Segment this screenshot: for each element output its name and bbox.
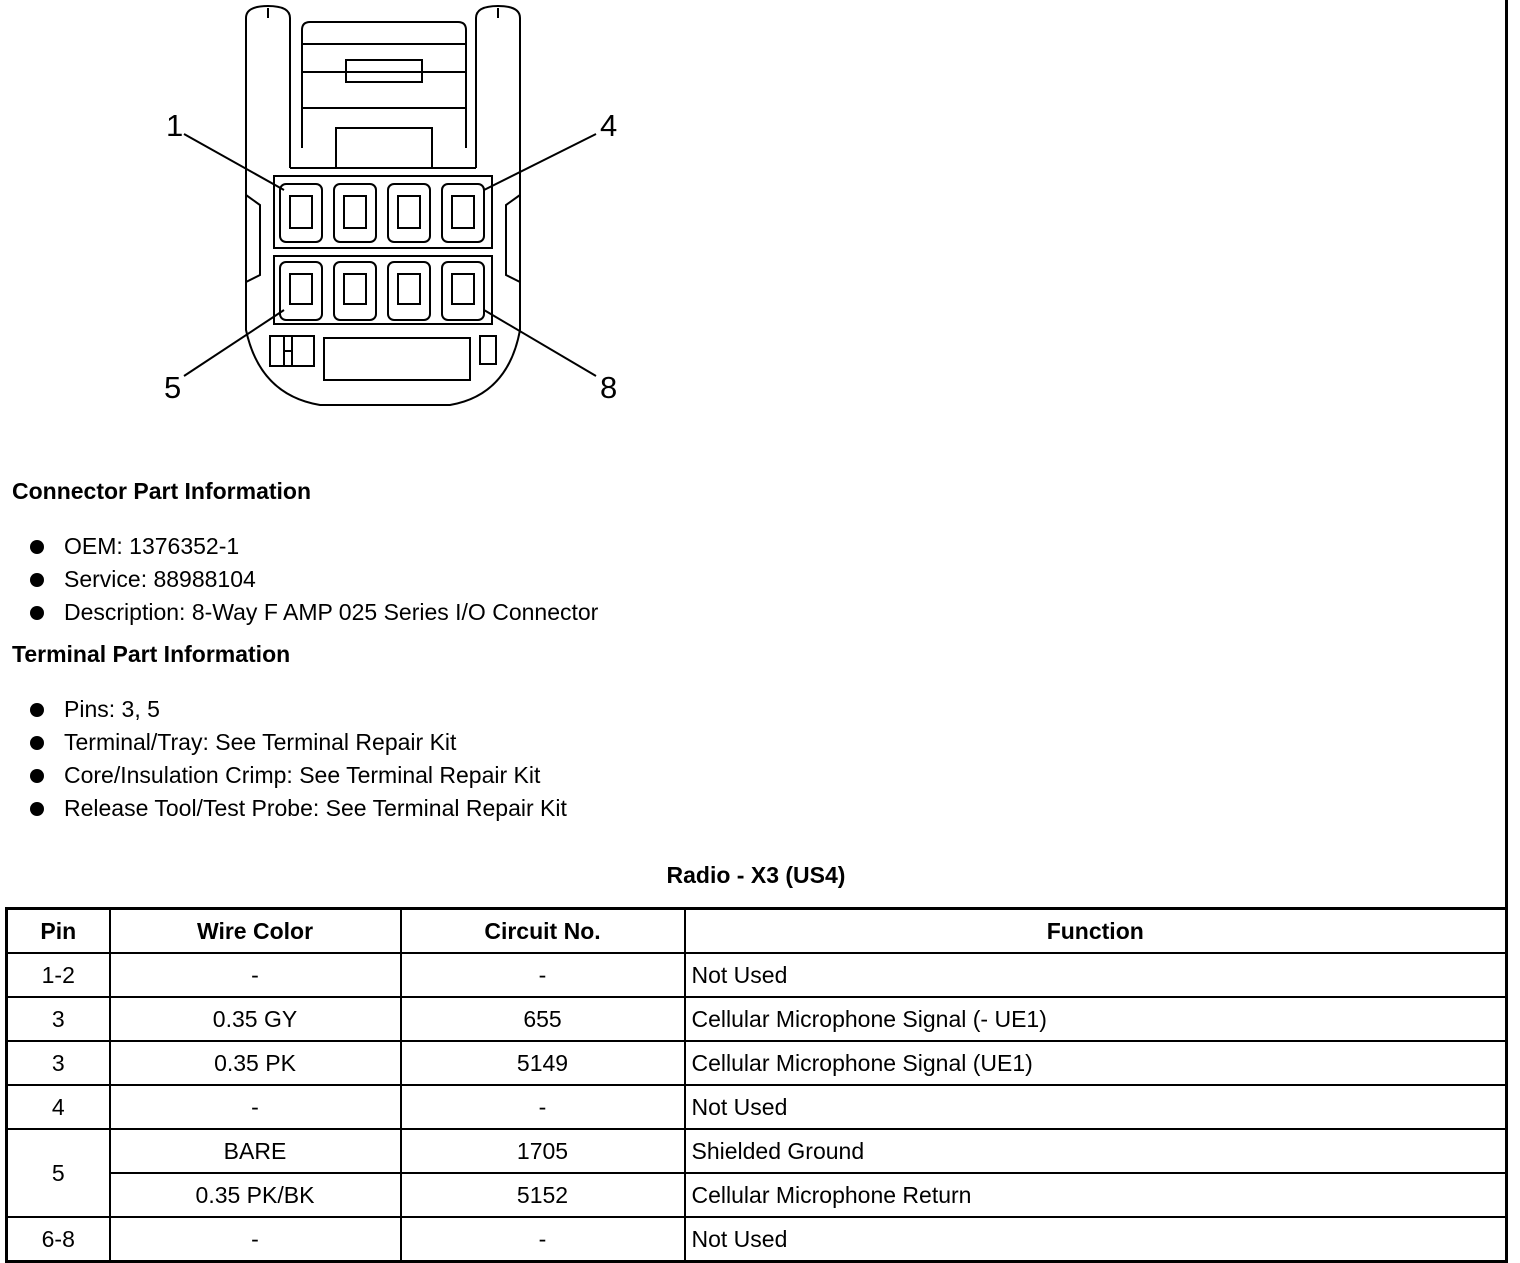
cell-circuit: 655 <box>401 997 685 1041</box>
list-item-text: Release Tool/Test Probe: See Terminal Repair Kit <box>64 795 567 821</box>
connector-diagram <box>150 0 630 420</box>
pin-label-5: 5 <box>164 370 182 405</box>
table-row <box>7 953 1507 997</box>
list-item <box>28 759 567 792</box>
cell-wire-color: 0.35 GY <box>110 997 401 1041</box>
cell-pin: 3 <box>7 997 110 1041</box>
cell-function: Not Used <box>685 1085 1507 1129</box>
cell-pin: 6-8 <box>7 1217 110 1262</box>
cell-function: Cellular Microphone Signal (UE1) <box>685 1041 1507 1085</box>
cell-circuit: - <box>401 953 685 997</box>
cell-pin: 5 <box>7 1129 110 1217</box>
right-latch <box>476 6 520 148</box>
bullet-icon <box>30 736 44 750</box>
connector-info-list <box>28 530 598 629</box>
bullet-icon <box>30 573 44 587</box>
cell-function: Shielded Ground <box>685 1129 1507 1173</box>
terminal-info-heading: Terminal Part Information <box>12 641 291 667</box>
bullet-icon <box>30 606 44 620</box>
left-latch <box>246 6 290 148</box>
list-item-text: OEM: 1376352-1 <box>64 533 240 559</box>
cell-circuit: 5152 <box>401 1173 685 1217</box>
cell-function: Cellular Microphone Return <box>685 1173 1507 1217</box>
cell-circuit: - <box>401 1085 685 1129</box>
list-item <box>28 726 567 759</box>
pinout-table <box>5 907 1508 1263</box>
cell-wire-color: - <box>110 1085 401 1129</box>
table-row <box>7 1085 1507 1129</box>
pin-label-1: 1 <box>166 108 184 143</box>
cell-circuit: 5149 <box>401 1041 685 1085</box>
cell-function: Not Used <box>685 1217 1507 1262</box>
table-row <box>7 1041 1507 1085</box>
cell-wire-color: BARE <box>110 1129 401 1173</box>
column-header-wire-color: Wire Color <box>110 909 401 954</box>
connector-body-outline <box>246 18 520 405</box>
list-item-text: Pins: 3, 5 <box>64 696 160 722</box>
cell-function: Cellular Microphone Signal (- UE1) <box>685 997 1507 1041</box>
column-header-pin: Pin <box>7 909 110 954</box>
cell-function: Not Used <box>685 953 1507 997</box>
cell-pin: 4 <box>7 1085 110 1129</box>
list-item <box>28 693 567 726</box>
list-item <box>28 563 598 596</box>
cell-wire-color: 0.35 PK/BK <box>110 1173 401 1217</box>
table-header-row <box>7 909 1507 954</box>
column-header-function: Function <box>685 909 1507 954</box>
cell-wire-color: - <box>110 953 401 997</box>
cavity-row-bottom <box>280 262 484 320</box>
cavity-row-top <box>280 184 484 242</box>
list-item-text: Terminal/Tray: See Terminal Repair Kit <box>64 729 457 755</box>
cell-circuit: 1705 <box>401 1129 685 1173</box>
table-row <box>7 1217 1507 1262</box>
list-item <box>28 792 567 825</box>
bullet-icon <box>30 540 44 554</box>
list-item <box>28 530 598 563</box>
pin-label-8: 8 <box>600 370 618 405</box>
connector-info-heading: Connector Part Information <box>12 478 312 504</box>
column-header-circuit: Circuit No. <box>401 909 685 954</box>
cell-pin: 1-2 <box>7 953 110 997</box>
list-item-text: Core/Insulation Crimp: See Terminal Repair Kit <box>64 762 541 788</box>
table-row <box>7 1173 1507 1217</box>
pin-label-4: 4 <box>600 108 618 143</box>
cell-wire-color: - <box>110 1217 401 1262</box>
table-title: Radio - X3 (US4) <box>666 862 846 888</box>
terminal-info-list <box>28 693 567 825</box>
bullet-icon <box>30 802 44 816</box>
list-item-text: Description: 8-Way F AMP 025 Series I/O Connector <box>64 599 599 625</box>
list-item <box>28 596 598 629</box>
table-row <box>7 997 1507 1041</box>
table-row <box>7 1129 1507 1173</box>
list-item-text: Service: 88988104 <box>64 566 256 592</box>
bullet-icon <box>30 769 44 783</box>
bullet-icon <box>30 703 44 717</box>
cell-wire-color: 0.35 PK <box>110 1041 401 1085</box>
cell-circuit: - <box>401 1217 685 1262</box>
cell-pin: 3 <box>7 1041 110 1085</box>
